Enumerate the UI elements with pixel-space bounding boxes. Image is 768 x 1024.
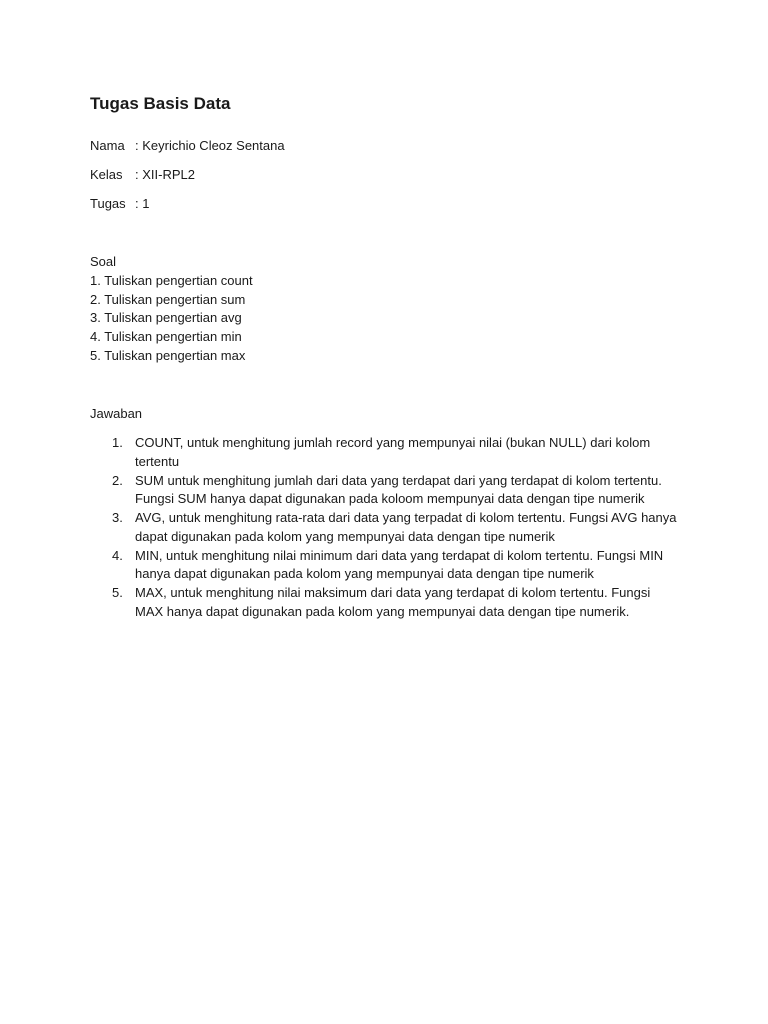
answer-number: 1. <box>112 435 123 450</box>
info-label-kelas: Kelas <box>90 167 123 182</box>
info-value-nama: : Keyrichio Cleoz Sentana <box>135 138 285 153</box>
soal-item: 1. Tuliskan pengertian count <box>90 272 253 288</box>
answer-item <box>90 547 680 585</box>
answer-number: 5. <box>112 585 123 600</box>
jawaban-heading: Jawaban <box>90 406 143 421</box>
soal-section <box>90 253 253 366</box>
info-value-kelas: : XII-RPL2 <box>135 167 195 182</box>
answer-item <box>90 472 680 510</box>
soal-item: 5. Tuliskan pengertian max <box>90 347 246 363</box>
answer-text: MAX, untuk menghitung nilai maksimum dari data yang terdapat di kolom tertentu. Fungsi MAX hanya dapat digunakan pada kolom yang mempunyai data dengan tipe numerik. <box>135 585 651 619</box>
answer-text: AVG, untuk menghitung rata-rata dari data yang terpadat di kolom tertentu. Fungsi AVG hanya dapat digunakan pada kolom yang mempunyai data dengan tipe numerik <box>135 510 677 544</box>
answer-item <box>90 434 680 472</box>
answer-number: 3. <box>112 510 123 525</box>
answer-item <box>90 584 680 622</box>
info-label-nama: Nama <box>90 138 125 153</box>
answer-text: SUM untuk menghitung jumlah dari data yang terdapat dari yang terdapat di kolom tertentu. Fungsi SUM hanya dapat digunakan pada koloom mempunyai data dengan tipe numerik <box>135 472 662 507</box>
info-value-tugas: : 1 <box>135 196 150 211</box>
page-title: Tugas Basis Data <box>90 94 231 113</box>
answer-list <box>90 434 680 622</box>
soal-item: 4. Tuliskan pengertian min <box>90 329 242 344</box>
soal-item: 2. Tuliskan pengertian sum <box>90 291 246 307</box>
answer-number: 2. <box>112 472 123 488</box>
soal-heading: Soal <box>90 254 117 269</box>
info-row-kelas <box>90 166 195 184</box>
answer-text: MIN, untuk menghitung nilai minimum dari data yang terdapat di kolom tertentu. Fungsi MIN hanya dapat digunakan pada kolom yang mempunyai data dengan tipe numerik <box>135 547 664 582</box>
answer-item <box>90 509 680 547</box>
info-row-nama <box>90 137 285 155</box>
answer-number: 4. <box>112 547 123 563</box>
answer-text: COUNT, untuk menghitung jumlah record yang mempunyai nilai (bukan NULL) dari kolom tertentu <box>135 435 651 469</box>
soal-item: 3. Tuliskan pengertian avg <box>90 310 242 326</box>
info-label-tugas: Tugas <box>90 196 126 211</box>
info-row-tugas <box>90 195 149 213</box>
